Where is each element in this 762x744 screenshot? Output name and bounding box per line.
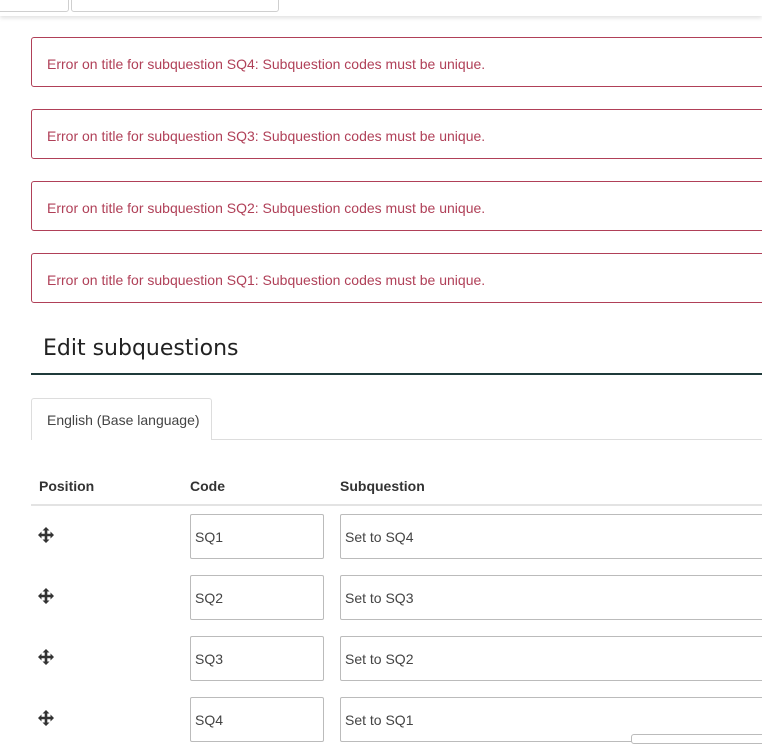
- move-icon[interactable]: [38, 710, 54, 726]
- code-input[interactable]: [190, 697, 324, 742]
- column-header-position: Position: [39, 478, 95, 494]
- code-input[interactable]: [190, 636, 324, 681]
- subquestion-input[interactable]: [340, 575, 762, 620]
- error-alert-text: Error on title for subquestion SQ4: Subquestion codes must be unique.: [47, 56, 486, 72]
- error-alert: [31, 37, 762, 87]
- move-icon[interactable]: [38, 527, 54, 543]
- table-header-divider: [31, 504, 762, 506]
- tab-label: English (Base language): [47, 412, 200, 428]
- toolbar-button[interactable]: [71, 0, 279, 12]
- table-row: [0, 636, 762, 682]
- subquestion-input[interactable]: [340, 636, 762, 681]
- error-alert-text: Error on title for subquestion SQ2: Subquestion codes must be unique.: [47, 200, 486, 216]
- code-input[interactable]: [190, 575, 324, 620]
- table-row: [0, 575, 762, 621]
- subquestion-input[interactable]: [340, 514, 762, 559]
- error-alert: [31, 109, 762, 159]
- column-header-code: Code: [190, 478, 225, 494]
- toolbar-button[interactable]: [0, 0, 69, 12]
- top-toolbar: [0, 0, 762, 16]
- section-divider: [31, 373, 762, 375]
- column-header-subquestion: Subquestion: [340, 478, 425, 494]
- table-row: [0, 514, 762, 560]
- section-title: Edit subquestions: [43, 336, 239, 361]
- error-alert: [31, 253, 762, 303]
- error-alert-text: Error on title for subquestion SQ3: Subquestion codes must be unique.: [47, 128, 486, 144]
- tab-base-language[interactable]: [31, 398, 212, 440]
- code-input[interactable]: [190, 514, 324, 559]
- error-alert: [31, 181, 762, 231]
- move-icon[interactable]: [38, 649, 54, 665]
- error-alert-text: Error on title for subquestion SQ1: Subquestion codes must be unique.: [47, 272, 486, 288]
- move-icon[interactable]: [38, 588, 54, 604]
